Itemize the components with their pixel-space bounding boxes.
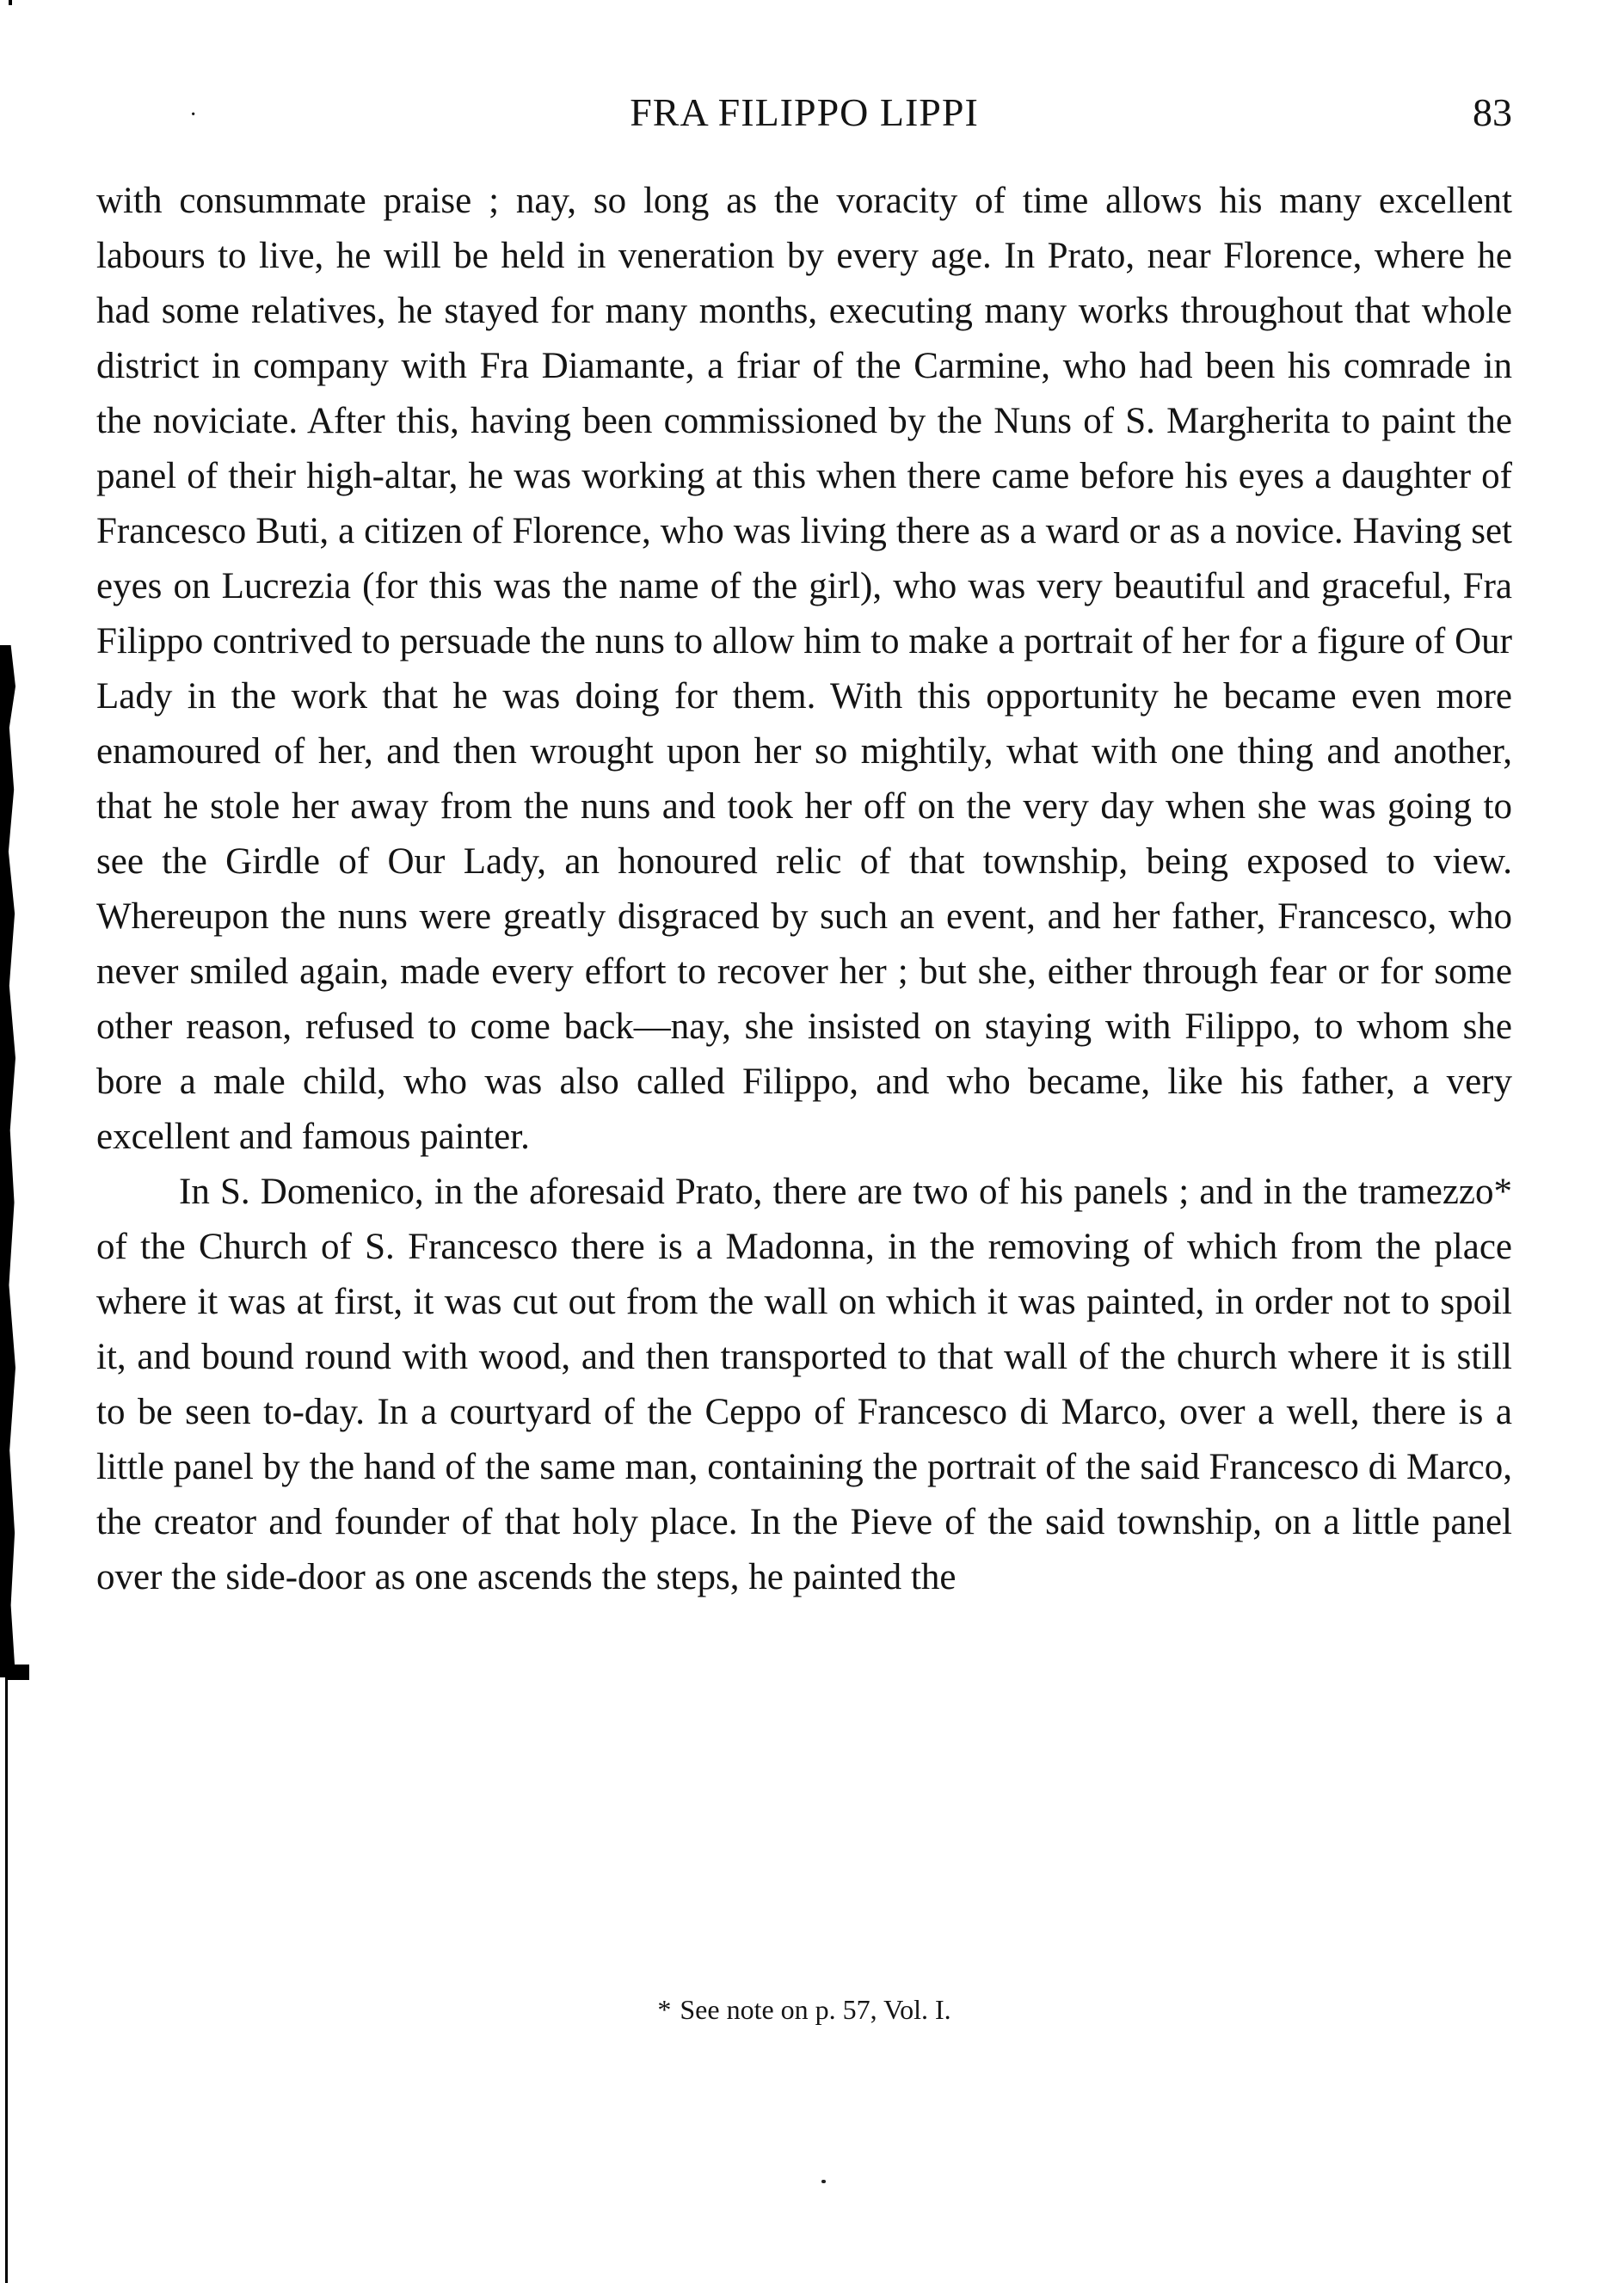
running-header [96, 86, 1512, 138]
running-title: FRA FILIPPO LIPPI [630, 90, 979, 134]
footnote-marker: * [657, 1994, 672, 2025]
paragraph: with consummate praise ; nay, so long as the voracity of time allows his many excellent labours to live, he will be held in veneration by every age. In Prato, near Florence, where he had some relatives, he stayed for many months, executing many works throughout that whole district in company with Fra Diamante, a friar of the Carmine, who had been his comrade in the noviciate. After this, having been commissioned by the Nuns of S. Margherita to paint the panel of their high-altar, he was working at this when there came before his eyes a daughter of Francesco Buti, a citizen of Florence, who was living there as a ward or as a novice. Having set eyes on Lucrezia (for this was the name of the girl), who was very beautiful and graceful, Fra Filippo contrived to persuade the nuns to allow him to make a portrait of her for a figure of Our Lady in the work that he was doing for them. With this opportunity he became even more enamoured of her, and then wrought upon her so mightily, what with one thing and another, that he stole her away from the nuns and took her off on the very day when she was going to see the Girdle of Our Lady, an honoured relic of that township, being exposed to view. Whereupon the nuns were greatly disgraced by such an event, and her father, Francesco, who never smiled again, made every effort to recover her ; but she, either through fear or for some other reason, refused to come back—nay, she insisted on staying with Filippo, to whom she bore a male child, who was also called Filippo, and who became, like his father, a very excellent and famous painter. [96, 181, 1512, 1157]
scan-speck [821, 2180, 826, 2183]
body-text [96, 174, 1512, 1605]
header-mark: · [189, 102, 198, 128]
page-number: 83 [1473, 90, 1512, 134]
scan-artifact-tab [7, 1665, 29, 1680]
footnote-text: See note on p. 57, Vol. I. [680, 1994, 951, 2025]
paragraph: In S. Domenico, in the aforesaid Prato, there are two of his panels ; and in the tramezzo* of the Church of S. Francesco there is a Madonna, in the removing of which from the place where it was at first, it was cut out from the wall on which it was painted, in order not to spoil it, and bound round with wood, and then transported to that wall of the church where it is still to be seen to-day. In a courtyard of the Ceppo of Francesco di Marco, over a well, there is a little panel by the hand of the same man, containing the portrait of the said Francesco di Marco, the creator and founder of that holy place. In the Pieve of the said township, on a little panel over the side-door as one ascends the steps, he painted the [96, 1172, 1512, 1597]
footnote [96, 1994, 1512, 2026]
scan-edge-line [5, 1677, 8, 2283]
scan-binding-shadow [0, 645, 15, 1677]
scan-artifact-mark [9, 0, 12, 5]
